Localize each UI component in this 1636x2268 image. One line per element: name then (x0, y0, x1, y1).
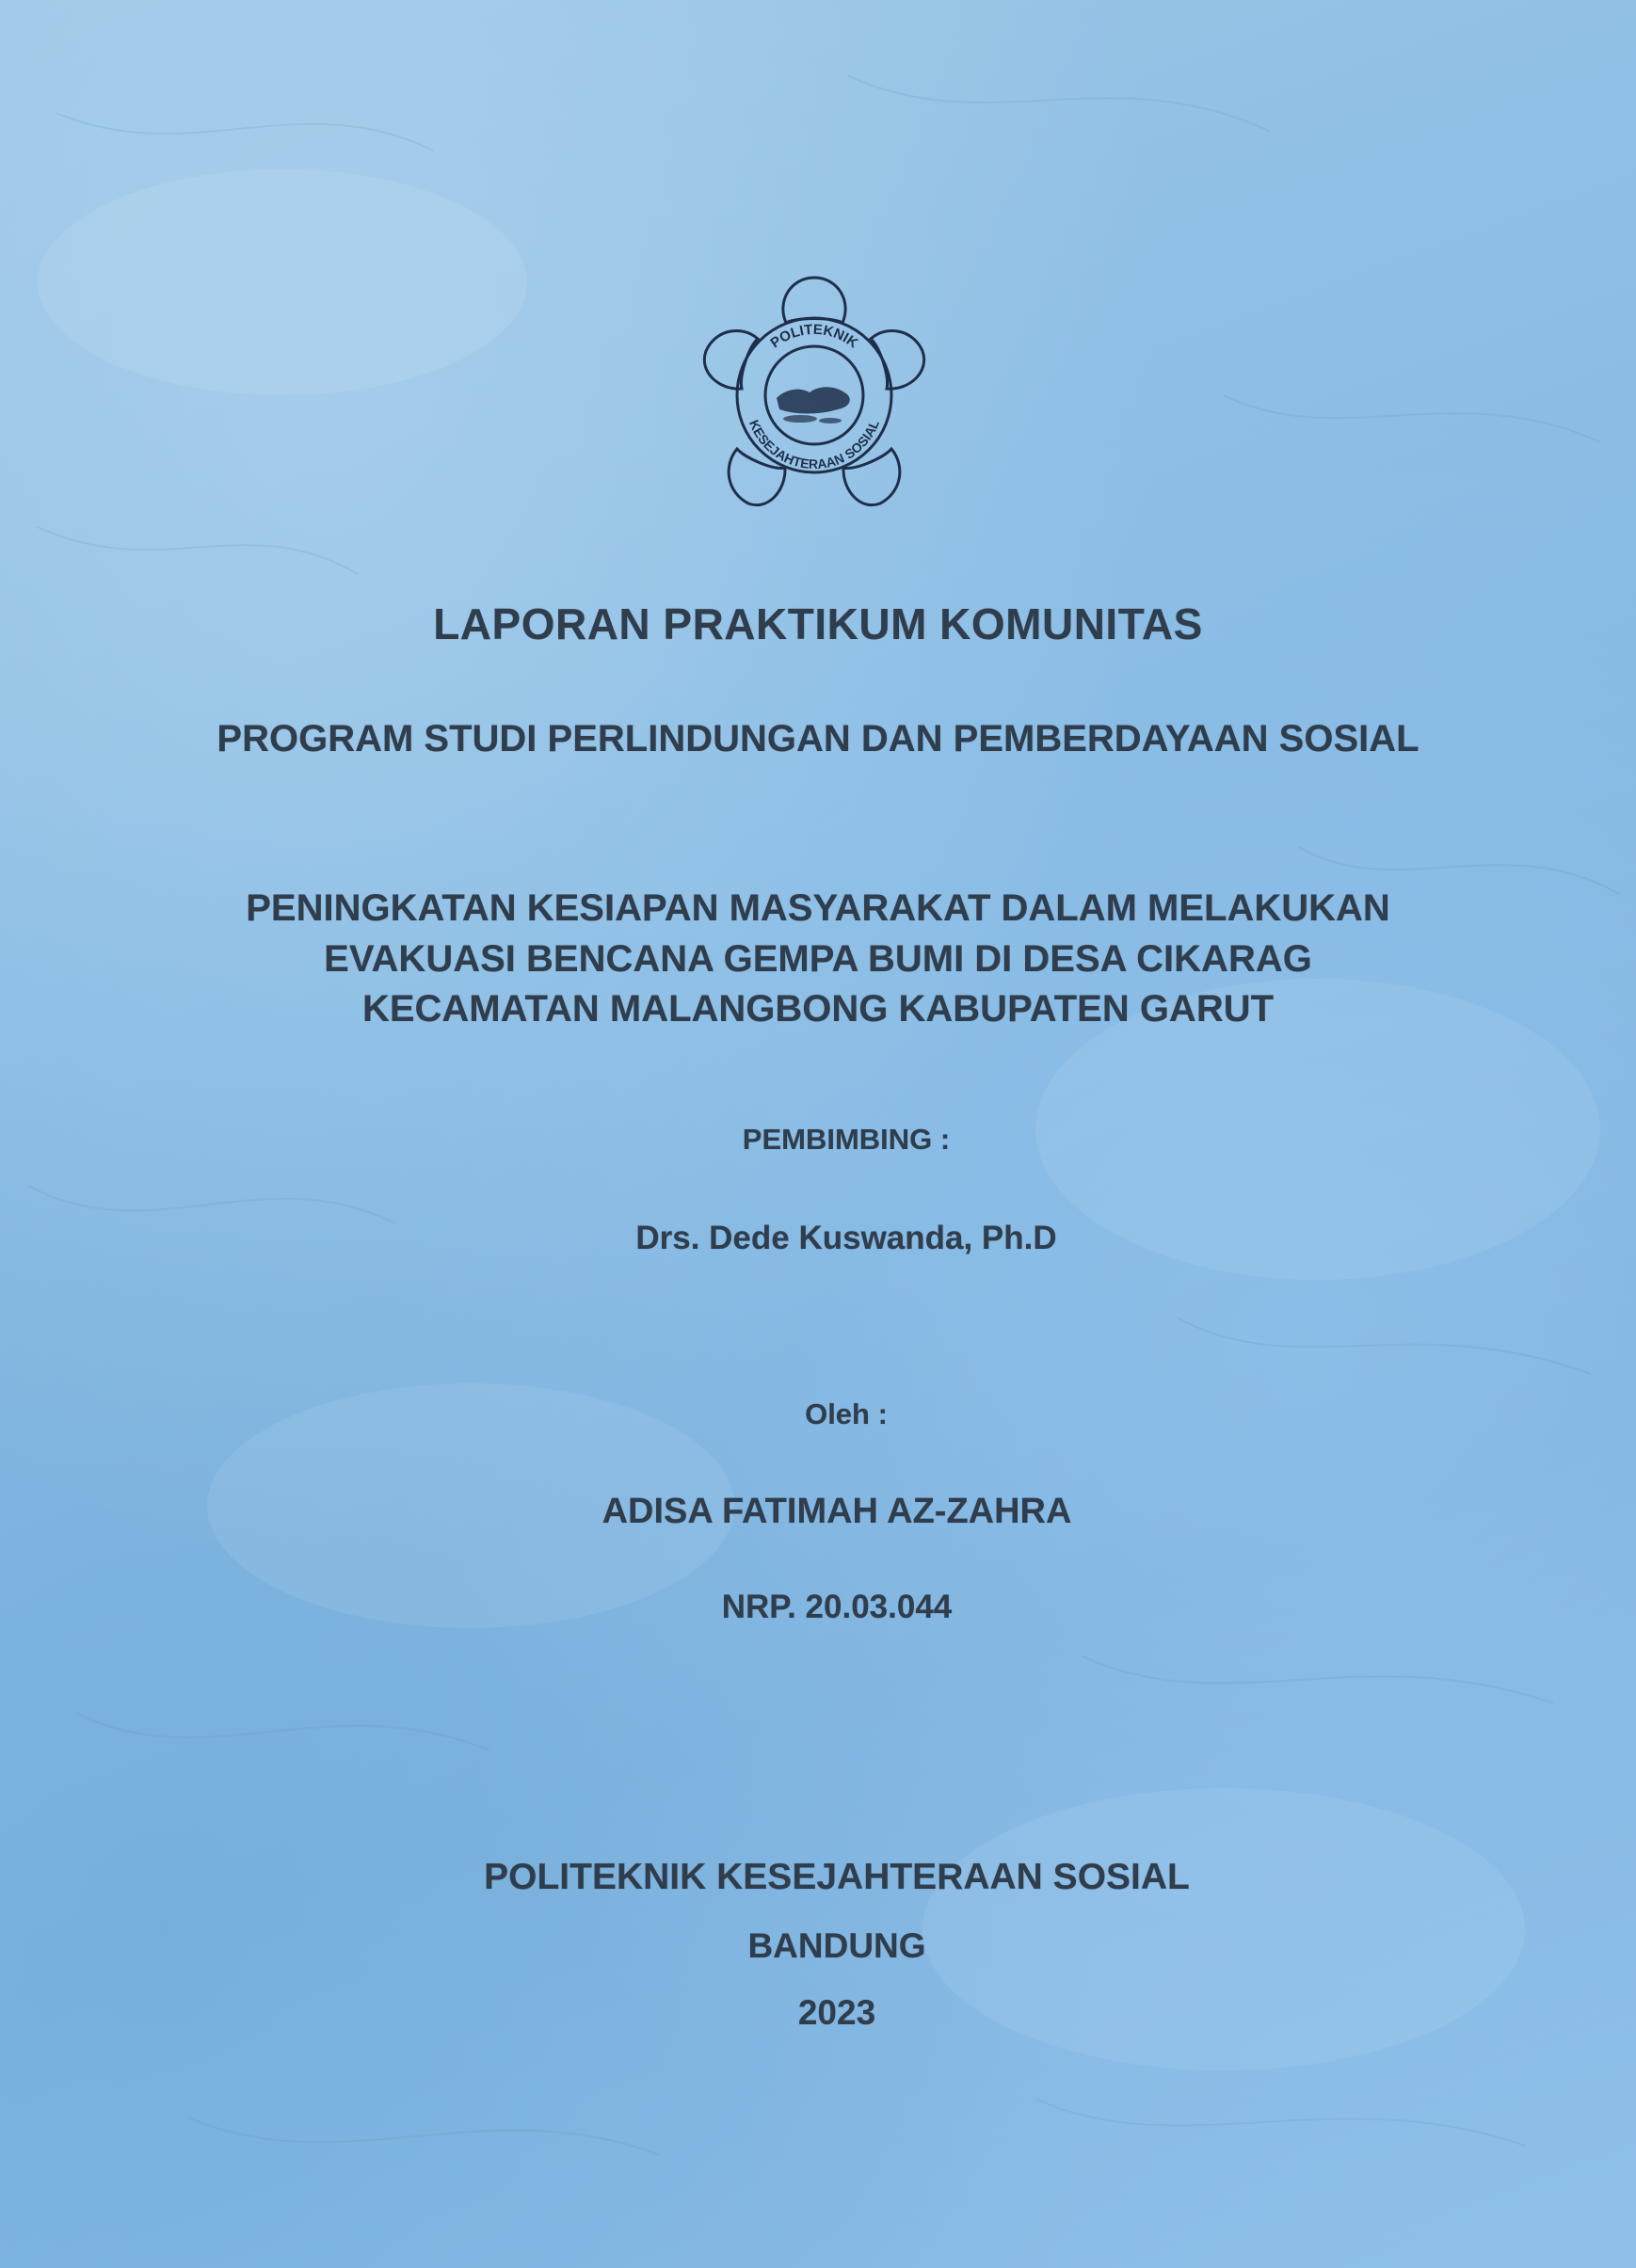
petal-top (783, 278, 845, 323)
svg-text:POLITEKNIK: POLITEKNIK (767, 321, 861, 352)
petal-top-left (704, 330, 758, 389)
report-year: 2023 (797, 1993, 876, 2032)
institution-city: BANDUNG (747, 1926, 926, 1965)
report-topic-line-2: EVAKUASI BENCANA GEMPA BUMI DI DESA CIKARAG (324, 938, 1312, 980)
author-label: Oleh : (805, 1398, 888, 1430)
supervisor-label: PEMBIMBING : (742, 1123, 951, 1156)
institution-logo (687, 268, 941, 522)
report-topic-line-1: PENINGKATAN KESIAPAN MASYARAKAT DALAM MELAKUKAN (246, 887, 1390, 929)
report-topic-line-3: KECAMATAN MALANGBONG KABUPATEN GARUT (361, 988, 1275, 1030)
supervisor-name: Drs. Dede Kuswanda, Ph.D (635, 1220, 1057, 1256)
svg-text:KESEJAHTERAAN SOSIAL: KESEJAHTERAAN SOSIAL (746, 417, 882, 472)
study-program: PROGRAM STUDI PERLINDUNGAN DAN PEMBERDAYAAN SOSIAL (217, 718, 1419, 759)
author-name: ADISA FATIMAH AZ-ZAHRA (601, 1492, 1072, 1531)
archipelago-map-icon (777, 387, 850, 423)
student-id: NRP. 20.03.044 (721, 1589, 953, 1625)
report-title: LAPORAN PRAKTIKUM KOMUNITAS (433, 599, 1203, 648)
petal-top-right (871, 330, 924, 389)
institution-name: POLITEKNIK KESEJAHTERAAN SOSIAL (484, 1857, 1190, 1897)
